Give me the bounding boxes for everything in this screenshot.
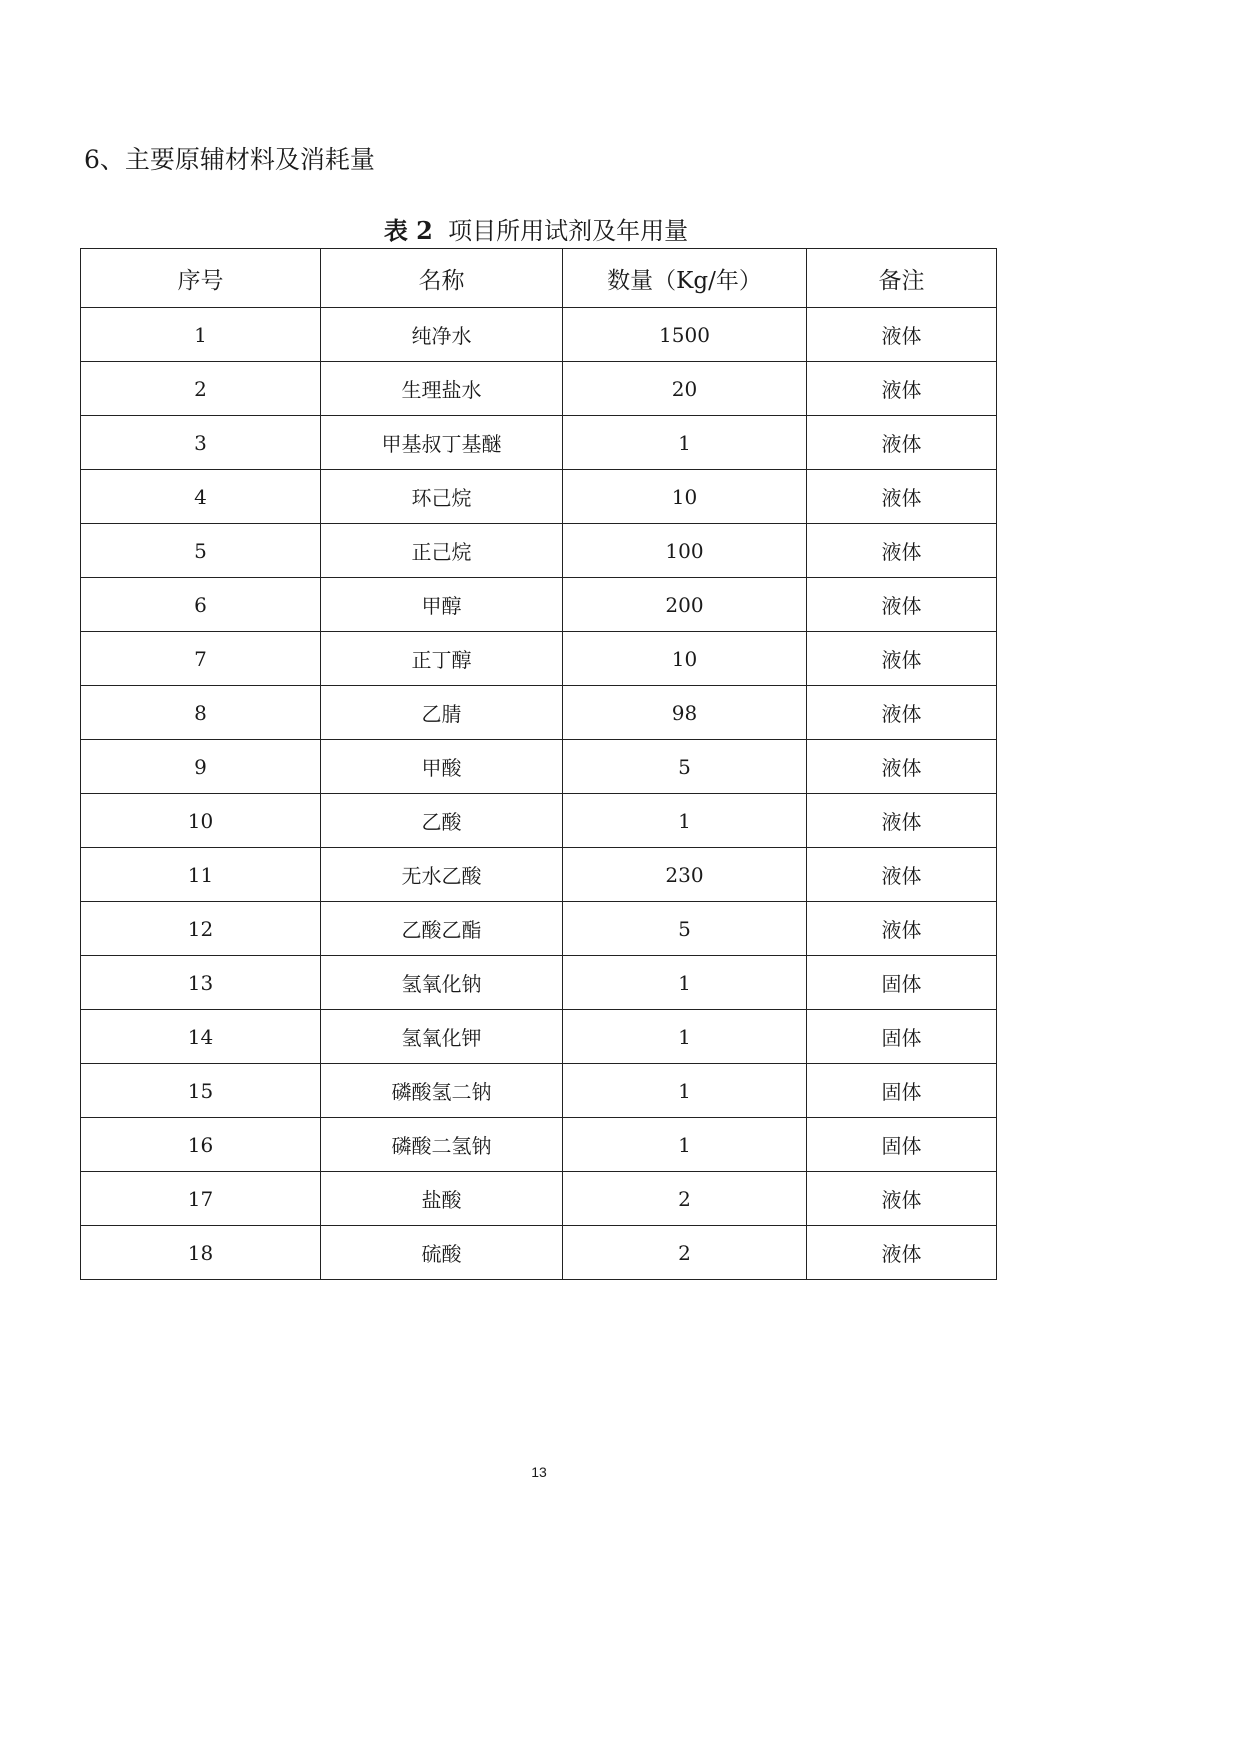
table-caption-label: 表 2 <box>383 216 433 245</box>
cell-quantity: 5 <box>563 740 807 794</box>
table-row <box>81 794 997 848</box>
table-row <box>81 632 997 686</box>
cell-seq: 7 <box>81 632 321 686</box>
cell-name: 乙酸乙酯 <box>321 902 563 956</box>
cell-seq: 3 <box>81 416 321 470</box>
cell-name: 乙腈 <box>321 686 563 740</box>
cell-seq: 4 <box>81 470 321 524</box>
cell-name: 氢氧化钠 <box>321 956 563 1010</box>
cell-name: 硫酸 <box>321 1226 563 1280</box>
cell-quantity: 2 <box>563 1226 807 1280</box>
table-row <box>81 1226 997 1280</box>
cell-remark: 固体 <box>807 1064 997 1118</box>
cell-remark: 固体 <box>807 1118 997 1172</box>
cell-remark: 液体 <box>807 524 997 578</box>
table-row <box>81 956 997 1010</box>
header-name: 名称 <box>321 249 563 308</box>
cell-remark: 液体 <box>807 794 997 848</box>
cell-quantity: 20 <box>563 362 807 416</box>
cell-quantity: 10 <box>563 470 807 524</box>
section-heading: 6、主要原辅材料及消耗量 <box>84 145 375 174</box>
cell-quantity: 98 <box>563 686 807 740</box>
cell-remark: 液体 <box>807 470 997 524</box>
cell-quantity: 1 <box>563 794 807 848</box>
header-quantity: 数量（Kg/年） <box>563 249 807 308</box>
cell-seq: 9 <box>81 740 321 794</box>
cell-quantity: 1 <box>563 956 807 1010</box>
cell-seq: 11 <box>81 848 321 902</box>
table-row <box>81 416 997 470</box>
cell-quantity: 200 <box>563 578 807 632</box>
cell-quantity: 10 <box>563 632 807 686</box>
table-row <box>81 362 997 416</box>
cell-remark: 液体 <box>807 902 997 956</box>
cell-name: 正己烷 <box>321 524 563 578</box>
table-row <box>81 686 997 740</box>
table-row <box>81 902 997 956</box>
cell-name: 盐酸 <box>321 1172 563 1226</box>
reagent-table <box>80 248 997 1280</box>
cell-quantity: 1500 <box>563 308 807 362</box>
cell-remark: 液体 <box>807 740 997 794</box>
header-remark: 备注 <box>807 249 997 308</box>
table-row <box>81 578 997 632</box>
cell-name: 甲醇 <box>321 578 563 632</box>
cell-name: 乙酸 <box>321 794 563 848</box>
cell-name: 无水乙酸 <box>321 848 563 902</box>
cell-seq: 18 <box>81 1226 321 1280</box>
cell-remark: 固体 <box>807 956 997 1010</box>
cell-seq: 2 <box>81 362 321 416</box>
cell-quantity: 5 <box>563 902 807 956</box>
cell-seq: 8 <box>81 686 321 740</box>
cell-remark: 液体 <box>807 308 997 362</box>
cell-name: 氢氧化钾 <box>321 1010 563 1064</box>
table-caption-title: 项目所用试剂及年用量 <box>448 217 689 245</box>
cell-quantity: 230 <box>563 848 807 902</box>
table-row <box>81 470 997 524</box>
cell-seq: 13 <box>81 956 321 1010</box>
cell-name: 磷酸二氢钠 <box>321 1118 563 1172</box>
page-number: 13 <box>531 1464 547 1480</box>
cell-seq: 17 <box>81 1172 321 1226</box>
header-seq: 序号 <box>81 249 321 308</box>
cell-name: 甲酸 <box>321 740 563 794</box>
cell-remark: 液体 <box>807 416 997 470</box>
table-row <box>81 1064 997 1118</box>
table-row <box>81 1118 997 1172</box>
cell-remark: 液体 <box>807 1226 997 1280</box>
cell-seq: 1 <box>81 308 321 362</box>
cell-name: 甲基叔丁基醚 <box>321 416 563 470</box>
cell-seq: 10 <box>81 794 321 848</box>
cell-remark: 液体 <box>807 578 997 632</box>
cell-remark: 液体 <box>807 1172 997 1226</box>
cell-quantity: 1 <box>563 416 807 470</box>
cell-seq: 16 <box>81 1118 321 1172</box>
cell-seq: 14 <box>81 1010 321 1064</box>
cell-seq: 6 <box>81 578 321 632</box>
cell-remark: 液体 <box>807 686 997 740</box>
cell-seq: 5 <box>81 524 321 578</box>
cell-name: 生理盐水 <box>321 362 563 416</box>
table-row <box>81 308 997 362</box>
table-row <box>81 1172 997 1226</box>
cell-remark: 固体 <box>807 1010 997 1064</box>
table-caption <box>0 214 1072 248</box>
cell-seq: 12 <box>81 902 321 956</box>
cell-quantity: 1 <box>563 1118 807 1172</box>
table-row <box>81 524 997 578</box>
cell-seq: 15 <box>81 1064 321 1118</box>
table-row <box>81 848 997 902</box>
cell-quantity: 1 <box>563 1064 807 1118</box>
cell-quantity: 2 <box>563 1172 807 1226</box>
cell-remark: 液体 <box>807 362 997 416</box>
cell-quantity: 100 <box>563 524 807 578</box>
table-row <box>81 1010 997 1064</box>
cell-name: 环己烷 <box>321 470 563 524</box>
cell-name: 纯净水 <box>321 308 563 362</box>
table-body <box>81 308 997 1280</box>
table-row <box>81 740 997 794</box>
cell-remark: 液体 <box>807 632 997 686</box>
cell-remark: 液体 <box>807 848 997 902</box>
cell-name: 正丁醇 <box>321 632 563 686</box>
table-header-row <box>81 249 997 308</box>
cell-quantity: 1 <box>563 1010 807 1064</box>
cell-name: 磷酸氢二钠 <box>321 1064 563 1118</box>
